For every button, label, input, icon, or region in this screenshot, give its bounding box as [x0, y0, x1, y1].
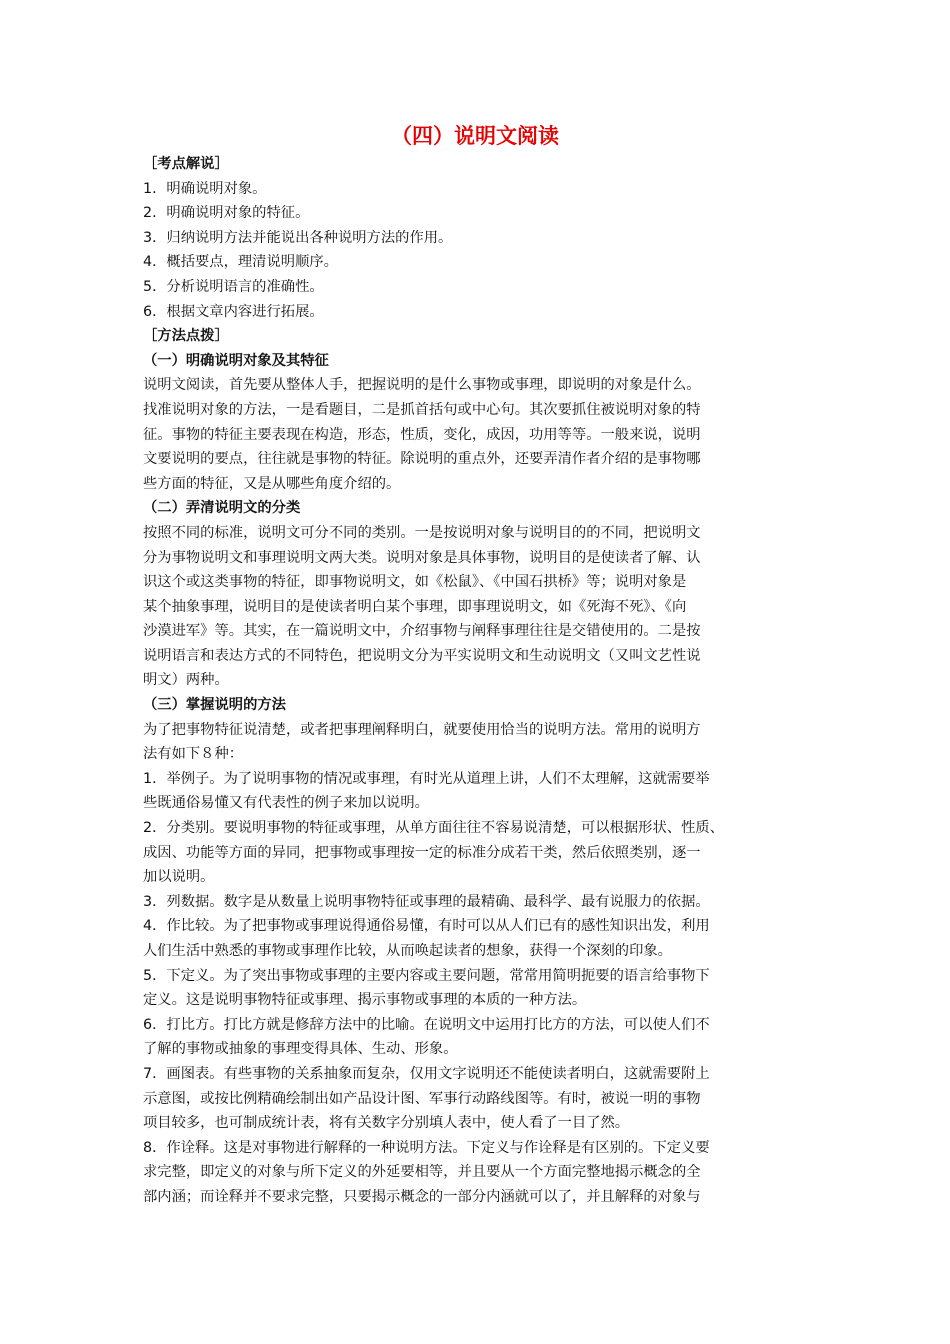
text-line: 5．下定义。为了突出事物或事理的主要内容或主要问题，常常用简明扼要的语言给事物下: [143, 967, 710, 984]
page-title: （四）说明文阅读: [391, 124, 559, 148]
text-line: 些既通俗易懂又有代表性的例子来加以说明。: [143, 795, 429, 812]
text-line: 说明文阅读，首先要从整体人手，把握说明的是什么事物或事理，即说明的对象是什么。: [143, 377, 701, 394]
text-line: 1．明确说明对象。: [143, 180, 267, 197]
text-line: 3．归纳说明方法并能说出各种说明方法的作用。: [143, 229, 453, 246]
section-heading: ［考点解说］: [143, 156, 229, 172]
text-line: 征。事物的特征主要表现在构造，形态，性质，变化，成因，功用等等。一般来说，说明: [143, 426, 701, 443]
text-line: 5．分析说明语言的准确性。: [143, 278, 324, 295]
text-line: 人们生活中熟悉的事物或事理作比较，从而唤起读者的想象，获得一个深刻的印象。: [143, 943, 672, 959]
text-line: 定义。这是说明事物特征或事理、揭示事物或事理的本质的一种方法。: [143, 992, 587, 1009]
section-heading: （三）掌握说明的方法: [143, 697, 286, 714]
document-body: [143, 152, 823, 1210]
text-line: 找准说明对象的方法，一是看题目，二是抓首括句或中心句。其次要抓住被说明对象的特: [143, 401, 701, 418]
text-line: 明文）两种。: [143, 672, 229, 689]
text-line: 7．画图表。有些事物的关系抽象而复杂，仅用文字说明还不能使读者明白，这就需要附上: [143, 1065, 710, 1082]
text-line: 3．列数据。数字是从数量上说明事物特征或事理的最精确、最科学、最有说服力的依据。: [143, 893, 710, 910]
text-line: 某个抽象事理，说明目的是使读者明白某个事理，即事理说明文，如《死海不死》、《向: [143, 598, 687, 615]
text-line: 6．根据文章内容进行拓展。: [143, 303, 324, 320]
section-heading: （一）明确说明对象及其特征: [143, 352, 329, 369]
text-line: 法有如下８种：: [143, 746, 244, 763]
text-line: 示意图，或按比例精确绘制出如产品设计图、军事行动路线图等。有时，被说一明的事物: [143, 1090, 701, 1107]
section-heading: ［方法点拨］: [143, 328, 229, 345]
text-line: 按照不同的标准，说明文可分不同的类别。一是按说明对象与说明目的的不同，把说明文: [143, 524, 701, 541]
text-line: 沙漠进军》等。其实，在一篇说明文中，介绍事物与阐释事理往往是交错使用的。二是按: [143, 623, 701, 640]
text-line: 1．举例子。为了说明事物的情况或事理，有时光从道理上讲，人们不太理解，这就需要举: [143, 770, 710, 787]
text-line: 4．概括要点，理清说明顺序。: [143, 254, 338, 271]
text-line: 8．作诠释。这是对事物进行解释的一种说明方法。下定义与作诠释是有区别的。下定义要: [143, 1139, 710, 1156]
text-line: 识这个或这类事物的特征，即事物说明文，如《松鼠》、《中国石拱桥》等；说明对象是: [143, 574, 687, 591]
text-line: 求完整，即定义的对象与所下定义的外延要相等，并且要从一个方面完整地揭示概念的全: [143, 1164, 701, 1181]
text-line: 些方面的特征，又是从哪些角度介绍的。: [143, 475, 401, 492]
text-line: 6．打比方。打比方就是修辞方法中的比喻。在说明文中运用打比方的方法，可以使人们不: [143, 1016, 710, 1033]
text-line: 2．分类别。要说明事物的特征或事理，从单方面往往不容易说清楚，可以根据形状、性质、: [143, 820, 724, 837]
text-line: 项目较多，也可制成统计表，将有关数字分别填人表中，使人看了一目了然。: [143, 1115, 630, 1132]
text-line: 为了把事物特征说清楚，或者把事理阐释明白，就要使用恰当的说明方法。常用的说明方: [143, 721, 701, 738]
text-line: 了解的事物或抽象的事理变得具体、生动、形象。: [143, 1041, 458, 1058]
text-line: 部内涵；而诠释并不要求完整，只要揭示概念的一部分内涵就可以了，并且解释的对象与: [143, 1188, 701, 1205]
text-line: 4．作比较。为了把事物或事理说得通俗易懂，有时可以从人们已有的感性知识出发，利用: [143, 918, 710, 935]
text-line: 文要说明的要点，往往就是事物的特征。除说明的重点外，还要弄清作者介绍的是事物哪: [143, 451, 701, 468]
text-line: 成因、功能等方面的异同，把事物或事理按一定的标准分成若干类，然后依照类别，逐一: [143, 844, 701, 861]
text-line: 分为事物说明文和事理说明文两大类。说明对象是具体事物，说明目的是使读者了解、认: [143, 549, 701, 566]
text-line: 2．明确说明对象的特征。: [143, 205, 310, 222]
text-line: 加以说明。: [143, 869, 215, 886]
text-line: 说明语言和表达方式的不同特色，把说明文分为平实说明文和生动说明文（又叫文艺性说: [143, 647, 701, 664]
section-heading: （二）弄清说明文的分类: [143, 500, 301, 517]
